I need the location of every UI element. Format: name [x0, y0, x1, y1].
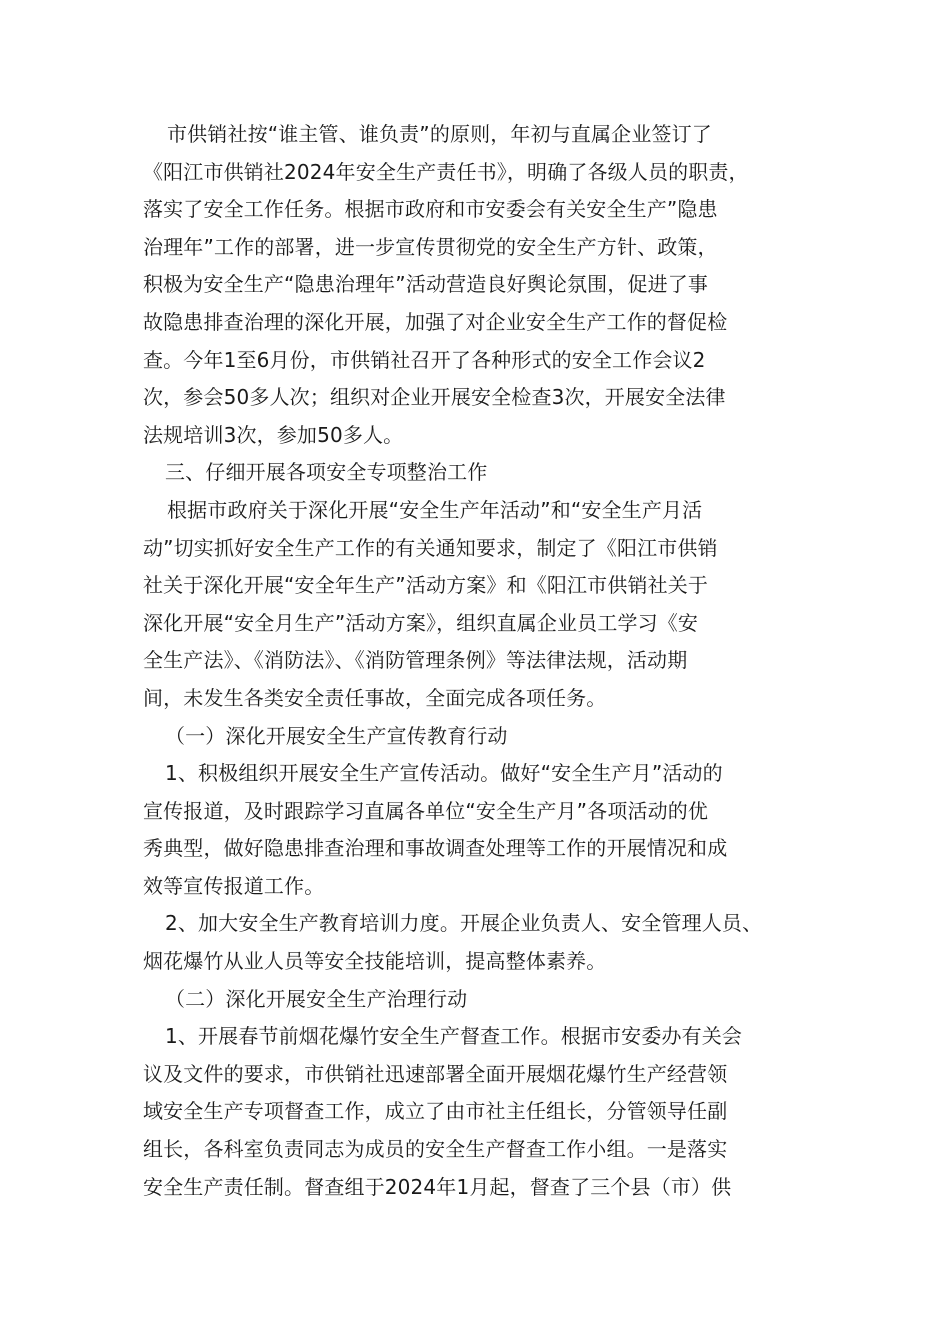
- text-line: 深化开展“安全月生产”活动方案》，组织直属企业员工学习《安: [143, 610, 699, 635]
- text-line: （二）深化开展安全生产治理行动: [165, 986, 468, 1011]
- text-line: 宣传报道，及时跟踪学习直属各单位“安全生产月”各项活动的优: [143, 798, 709, 823]
- document-body: [143, 116, 823, 1206]
- text-line: 域安全生产专项督查工作，成立了由市社主任组长，分管领导任副: [143, 1099, 728, 1124]
- text-line: 秀典型，做好隐患排查治理和事故调查处理等工作的开展情况和成: [143, 836, 728, 861]
- text-line: 1、积极组织开展安全生产宣传活动。做好“安全生产月”活动的: [165, 761, 723, 786]
- text-line: （一）深化开展安全生产宣传教育行动: [165, 723, 508, 748]
- text-line: 落实了安全工作任务。根据市政府和市安委会有关安全生产”隐患: [143, 197, 718, 222]
- text-line: 查。今年1至6月份，市供销社召开了各种形式的安全工作会议2: [143, 347, 706, 372]
- text-line: 全生产法》、《消防法》、《消防管理条例》等法律法规，活动期: [143, 648, 688, 673]
- text-line: 间，未发生各类安全责任事故，全面完成各项任务。: [143, 685, 607, 710]
- text-line: 三、仔细开展各项安全专项整治工作: [165, 460, 488, 485]
- text-line: 效等宣传报道工作。: [143, 873, 325, 898]
- text-line: 安全生产责任制。督查组于2024年1月起，督查了三个县（市）供: [143, 1174, 732, 1199]
- text-line: 社关于深化开展“安全年生产”活动方案》和《阳江市供销社关于: [143, 573, 709, 598]
- text-line: 烟花爆竹从业人员等安全技能培训，提高整体素养。: [143, 949, 607, 974]
- text-line: 市供销社按“谁主管、谁负责”的原则，年初与直属企业签订了: [167, 122, 712, 146]
- text-line: 根据市政府关于深化开展“安全生产年活动”和“安全生产月活: [167, 497, 703, 522]
- text-line: 积极为安全生产“隐患治理年”活动营造良好舆论氛围，促进了事: [143, 272, 709, 297]
- text-line: 议及文件的要求，市供销社迅速部署全面开展烟花爆竹生产经营领: [143, 1061, 728, 1086]
- text-line: 组长，各科室负责同志为成员的安全生产督查工作小组。一是落实: [143, 1137, 728, 1162]
- text-line: 2、加大安全生产教育培训力度。开展企业负责人、安全管理人员、: [165, 911, 763, 936]
- text-line: 《阳江市供销社2024年安全生产责任书》，明确了各级人员的职责，: [143, 159, 749, 184]
- text-line: 治理年”工作的部署，进一步宣传贯彻党的安全生产方针、政策，: [143, 234, 718, 259]
- text-line: 动”切实抓好安全生产工作的有关通知要求，制定了《阳江市供销: [143, 535, 718, 560]
- text-line: 1、开展春节前烟花爆竹安全生产督查工作。根据市安委办有关会: [165, 1024, 743, 1049]
- text-line: 故隐患排查治理的深化开展，加强了对企业安全生产工作的督促检: [143, 309, 728, 334]
- text-line: 次，参会50多人次；组织对企业开展安全检查3次，开展安全法律: [143, 385, 726, 410]
- text-line: 法规培训3次，参加50多人。: [143, 422, 404, 447]
